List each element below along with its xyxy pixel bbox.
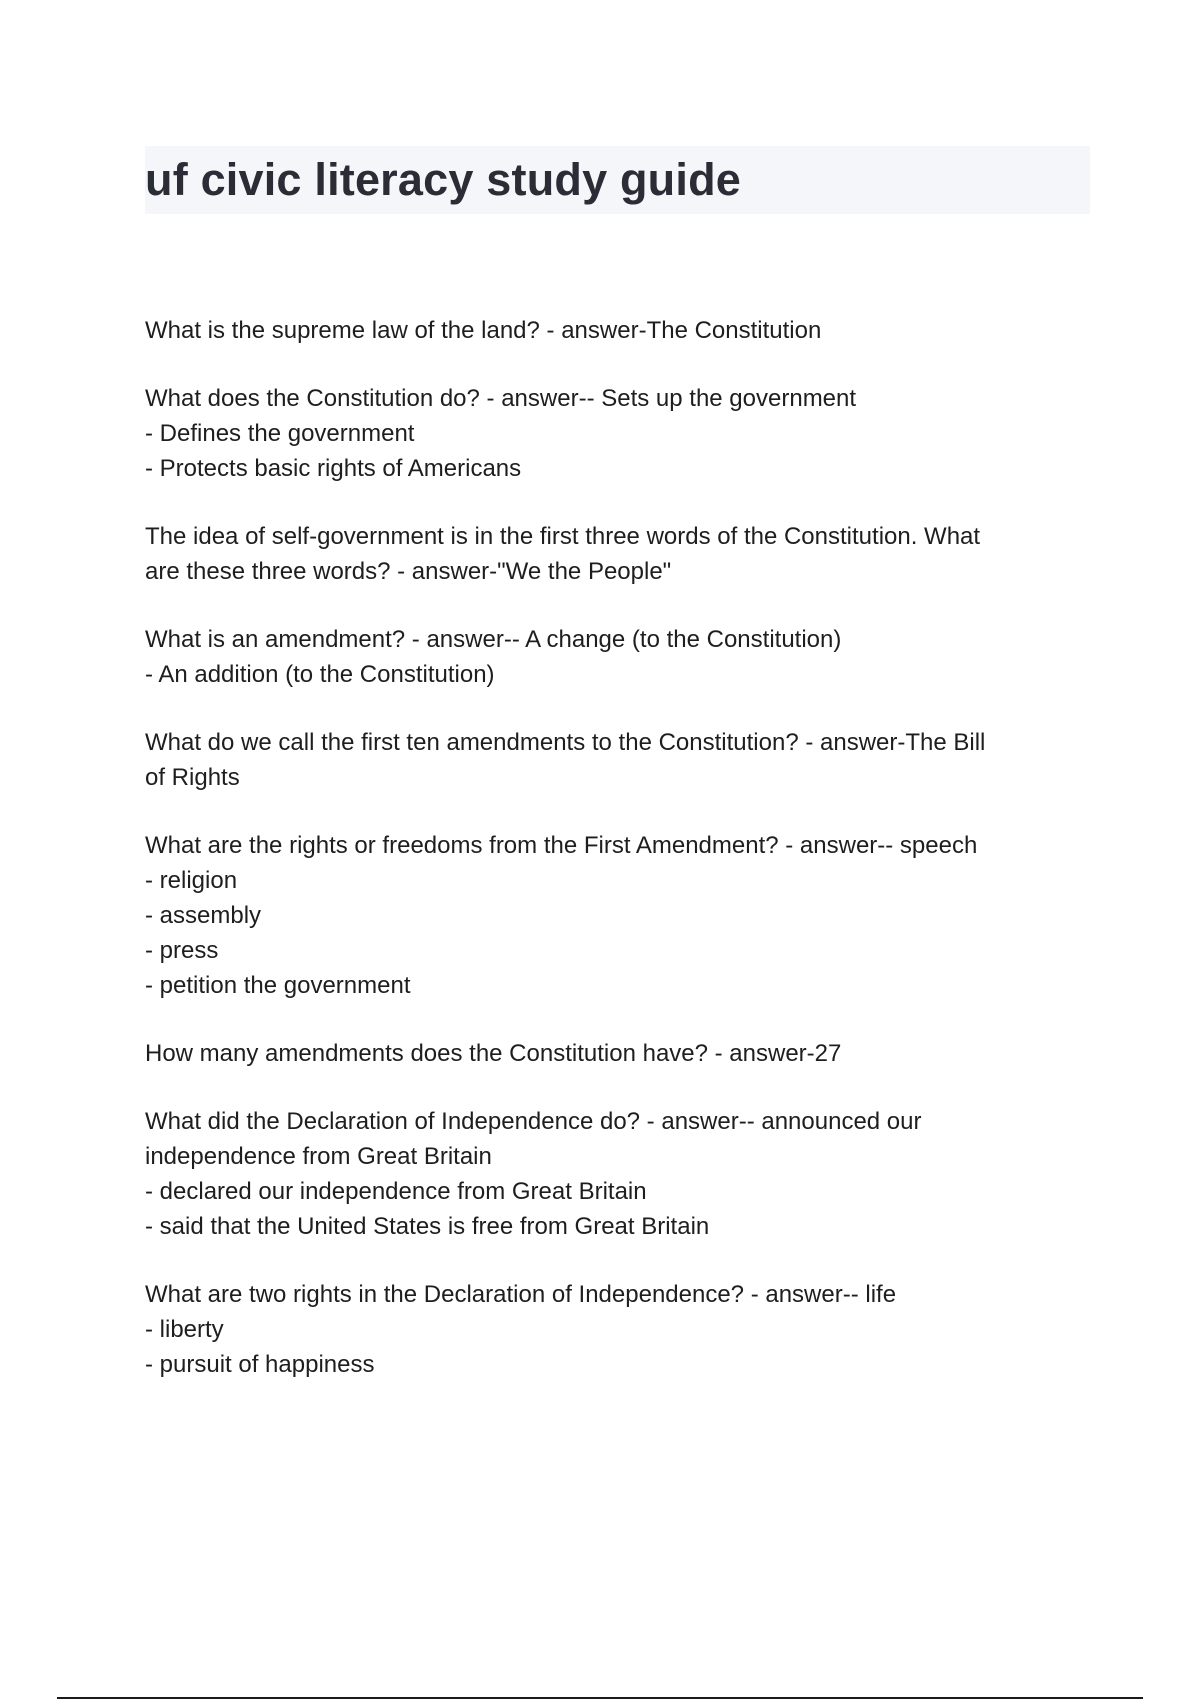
qa-line: What does the Constitution do? - answer-- Sets up the government	[145, 385, 857, 412]
qa-line: What is an amendment? - answer-- A change (to the Constitution)	[145, 626, 842, 653]
qa-line: - said that the United States is free from Great Britain	[145, 1213, 710, 1240]
qa-line: - Protects basic rights of Americans	[145, 455, 522, 482]
qa-item	[145, 519, 1080, 589]
qa-line: What is the supreme law of the land? - answer-The Constitution	[145, 317, 822, 344]
page-title: uf civic literacy study guide	[145, 154, 741, 205]
qa-line: - press	[145, 937, 219, 964]
qa-line: of Rights	[145, 764, 240, 791]
qa-line: - pursuit of happiness	[145, 1351, 375, 1378]
qa-item	[145, 313, 1080, 348]
qa-item	[145, 1104, 1080, 1244]
qa-item	[145, 1036, 1080, 1071]
qa-line: What are the rights or freedoms from the First Amendment? - answer-- speech	[145, 832, 978, 859]
qa-line: - An addition (to the Constitution)	[145, 661, 495, 688]
qa-item	[145, 725, 1080, 795]
qa-line: - declared our independence from Great Britain	[145, 1178, 647, 1205]
qa-line: are these three words? - answer-"We the People"	[145, 558, 672, 585]
qa-line: What are two rights in the Declaration of Independence? - answer-- life	[145, 1281, 897, 1308]
qa-line: - petition the government	[145, 972, 411, 999]
qa-item	[145, 1277, 1080, 1382]
qa-line: - liberty	[145, 1316, 224, 1343]
qa-line: What did the Declaration of Independence do? - answer-- announced our	[145, 1108, 922, 1135]
qa-item	[145, 622, 1080, 692]
qa-line: - religion	[145, 867, 238, 894]
bottom-divider	[57, 1697, 1143, 1699]
qa-line: How many amendments does the Constitution have? - answer-27	[145, 1040, 842, 1067]
qa-line: The idea of self-government is in the first three words of the Constitution. What	[145, 523, 981, 550]
qa-line: What do we call the first ten amendments to the Constitution? - answer-The Bill	[145, 729, 986, 756]
qa-item	[145, 381, 1080, 486]
qa-line: - Defines the government	[145, 420, 415, 447]
qa-list	[145, 313, 1080, 1415]
qa-line: - assembly	[145, 902, 262, 929]
qa-line: independence from Great Britain	[145, 1143, 492, 1170]
qa-item	[145, 828, 1080, 1003]
